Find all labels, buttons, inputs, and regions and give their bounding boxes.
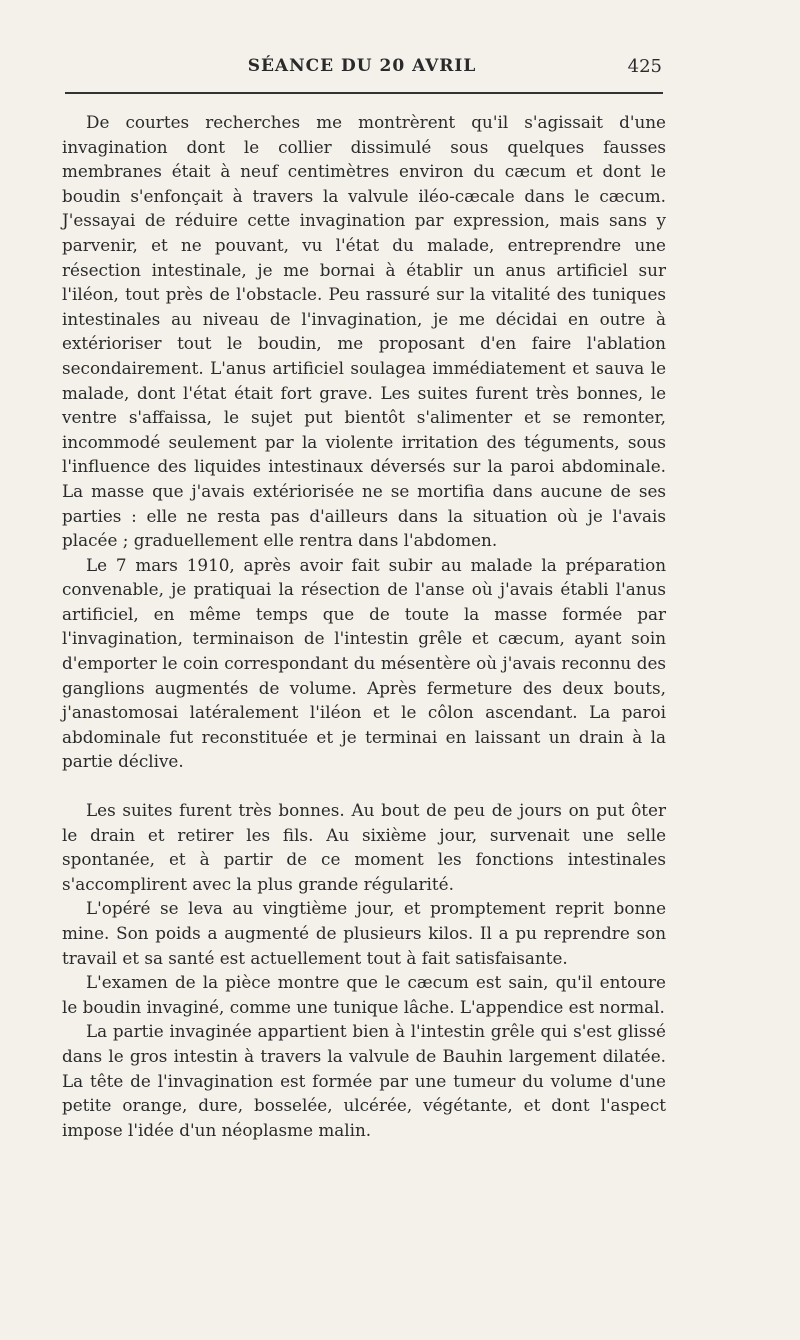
paragraph: La partie invaginée appartient bien à l'intestin grêle qui s'est glissé dans le gros intestin à travers la valvule de Bauhin largement dilatée. La tête de l'invagination est formée par une tumeur du volume d'une petite orange, dure, bosselée, ulcérée, végétante, et dont l'aspect impose l'idée d'un néoplasme malin.: [62, 1021, 666, 1140]
running-title: SÉANCE DU 20 AVRIL: [247, 56, 477, 76]
page-number: 425: [627, 56, 662, 77]
header-rule: [65, 92, 663, 94]
paragraph: L'opéré se leva au vingtième jour, et promptement reprit bonne mine. Son poids a augmenté de plusieurs kilos. Il a pu reprendre son travail et sa santé est actuellement tout à fait satisfaisante.: [62, 898, 666, 968]
paragraph: Les suites furent très bonnes. Au bout de peu de jours on put ôter le drain et retirer les fils. Au sixième jour, survenait une selle spontanée, et à partir de ce moment les fonctions intestinales s'accomplirent avec la plus grande régularité.: [62, 800, 666, 894]
paragraph: Le 7 mars 1910, après avoir fait subir au malade la préparation convenable, je pratiquai la résection de l'anse où j'avais établi l'anus artificiel, en même temps que de toute la masse formée par l'invagination, terminaison de l'intestin grêle et cæcum, ayant soin d'emporter le coin correspondant du mésentère où j'avais reconnu des ganglions augmentés de volume. Après fermeture des deux bouts, j'anastomosai latéralement l'iléon et le côlon ascendant. La paroi abdominale fut reconstituée et je terminai en laissant un drain à la partie déclive.: [62, 554, 666, 772]
body-text: [62, 110, 666, 1142]
paragraph: De courtes recherches me montrèrent qu'il s'agissait d'une invagination dont le collier dissimulé sous quelques fausses membranes était à neuf centimètres environ du cæcum et dont le boudin s'enfonçait à travers la valvule iléo-cæcale dans le cæcum. J'essayai de réduire cette invagination par expression, mais sans y parvenir, et ne pouvant, vu l'état du malade, entreprendre une résection intestinale, je me bornai à établir un anus artificiel sur l'iléon, tout près de l'obstacle. Peu rassuré sur la vitalité des tuniques intestinales au niveau de l'invagination, je me décidai en outre à extérioriser tout le boudin, me proposant d'en faire l'ablation secondairement. L'anus artificiel soulagea immédiatement et sauva le malade, dont l'état était fort grave. Les suites furent très bonnes, le ventre s'affaissa, le sujet put bientôt s'alimenter et se remonter, incommodé seulement par la violente irritation des téguments, sous l'influence des liquides intestinaux déversés sur la paroi abdominale. La masse que j'avais extériorisée ne se mortifia dans aucune de ses parties : elle ne resta pas d'ailleurs dans la situation où je l'avais placée ; graduellement elle rentra dans l'abdomen.: [62, 112, 666, 551]
page-header: [62, 50, 662, 80]
paragraph: L'examen de la pièce montre que le cæcum est sain, qu'il entoure le boudin invaginé, comme une tunique lâche. L'appendice est normal.: [62, 972, 666, 1017]
